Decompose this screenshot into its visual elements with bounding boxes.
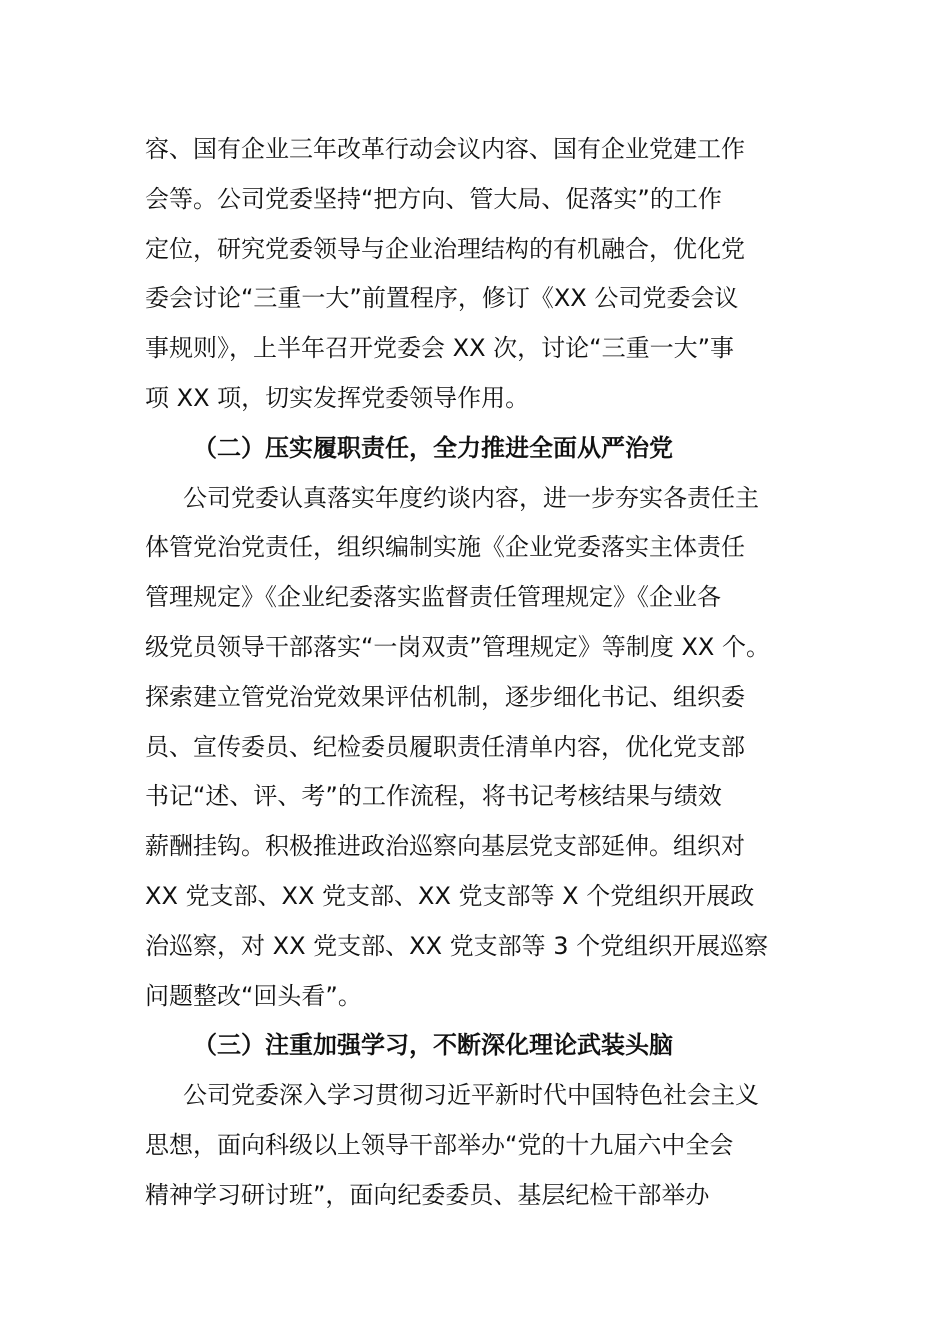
paragraph-line: 容、国有企业三年改革行动会议内容、国有企业党建工作 — [145, 135, 745, 163]
paragraph-line: 体管党治党责任，组织编制实施《企业党委落实主体责任 — [145, 533, 745, 562]
paragraph-line: 会等。公司党委坚持“把方向、管大局、促落实”的工作 — [145, 184, 722, 213]
paragraph-line: 公司党委认真落实年度约谈内容，进一步夯实各责任主 — [183, 483, 759, 512]
section-heading: （二）压实履职责任，全力推进全面从严治党 — [193, 433, 673, 462]
paragraph-line: 思想，面向科级以上领导干部举办“党的十九届六中全会 — [145, 1130, 734, 1159]
paragraph-line: 书记“述、评、考”的工作流程，将书记考核结果与绩效 — [145, 782, 722, 811]
document-body — [145, 125, 825, 1221]
paragraph-line: 管理规定》《企业纪委落实监督责任管理规定》《企业各 — [145, 583, 721, 612]
paragraph-line: 问题整改“回头看”。 — [145, 981, 362, 1010]
section-heading: （三）注重加强学习，不断深化理论武装头脑 — [193, 1031, 673, 1060]
paragraph-line: 探索建立管党治党效果评估机制，逐步细化书记、组织委 — [145, 682, 745, 711]
paragraph-line: XX 党支部、XX 党支部、XX 党支部等 X 个党组织开展政 — [145, 881, 755, 910]
paragraph-line: 级党员领导干部落实“一岗双责”管理规定》等制度 XX 个。 — [145, 632, 771, 661]
paragraph-line: 公司党委深入学习贯彻习近平新时代中国特色社会主义 — [183, 1081, 759, 1110]
paragraph-line: 事规则》，上半年召开党委会 XX 次，讨论“三重一大”事 — [145, 334, 735, 363]
paragraph-line: 薪酬挂钩。积极推进政治巡察向基层党支部延伸。组织对 — [145, 832, 745, 861]
paragraph-line: 项 XX 项，切实发挥党委领导作用。 — [145, 383, 530, 412]
paragraph-line: 员、宣传委员、纪检委员履职责任清单内容，优化党支部 — [145, 732, 745, 761]
paragraph-line: 委会讨论“三重一大”前置程序，修订《XX 公司党委会议 — [145, 284, 739, 313]
paragraph-line: 精神学习研讨班”，面向纪委委员、基层纪检干部举办 — [145, 1180, 710, 1209]
paragraph-line: 治巡察，对 XX 党支部、XX 党支部等 3 个党组织开展巡察 — [145, 931, 769, 960]
paragraph-line: 定位，研究党委领导与企业治理结构的有机融合，优化党 — [145, 234, 745, 263]
